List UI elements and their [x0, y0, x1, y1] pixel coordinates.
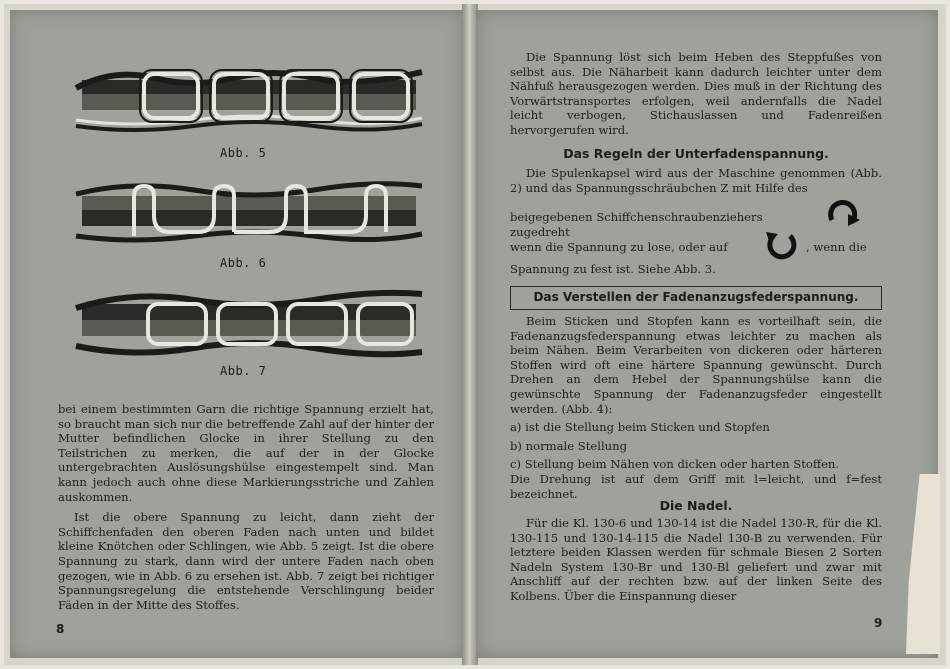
page-number-right: 9	[874, 616, 883, 630]
paragraph: bei einem bestimmten Garn die richtige Spannung erzielt hat, so braucht man sich nur die betreffende Zahl auf der hinter der Mutter befindlichen Glocke in ihrer Stellung zu den Teilstrichen zu merken, die auf der in der Glocke untergebrachten Auslösungshülse eingestempelt sind. Man kann jedoch auch ohne diese Markierungsstriche und Zahlen auskommen.	[58, 402, 434, 504]
paragraph: Spannung zu fest ist. Siehe Abb. 3.	[510, 262, 716, 276]
paragraph: Beim Sticken und Stopfen kann es vorteilhaft sein, die Fadenanzugsfederspannung etwas leichter zu machen als beim Nähen. Beim Verarbeiten von dickeren oder härteren Stoffen wird oft eine härtere Spannung gewünscht. Durch Drehen an dem Hebel der Spannungshülse kann die gewünschte Spannung der Fadenanzugsfeder eingestellt werden. (Abb. 4):	[510, 314, 882, 416]
list-item: b) normale Stellung	[510, 438, 628, 453]
caption-abb-6: Abb. 6	[220, 256, 267, 270]
paragraph: , wenn die	[806, 240, 867, 254]
right-text-block	[510, 314, 882, 501]
stitch-diagram-tight	[74, 176, 424, 250]
section-heading: Das Verstellen der Fadenanzugsfederspannung.	[533, 290, 859, 304]
page-number-left: 8	[56, 622, 65, 636]
paragraph: Für die Kl. 130-6 und 130-14 ist die Nadel 130-R, für die Kl. 130-115 und 130-14-115 die Nadel 130-B zu verwenden. Für letztere beiden Klassen werden für schmale Biesen 2 Sorten Nadeln System 130-Br und 130-Bl geliefert und zwar mit Anschliff auf der rechten bzw. auf der linken Seite des Kolbens. Über die Einspannung dieser	[510, 516, 882, 603]
section-heading: Die Nadel.	[659, 498, 733, 513]
stitch-diagram-loose	[74, 60, 424, 140]
list-item: a) ist die Stellung beim Sticken und Stopfen	[510, 420, 770, 435]
paragraph: beigegebenen Schiffchenschraubenziehers zugedreht	[510, 210, 763, 239]
left-text-block	[58, 402, 434, 612]
section-heading: Das Regeln der Unterfadenspannung.	[563, 146, 829, 161]
caption-abb-5: Abb. 5	[220, 146, 267, 160]
paragraph: Die Spulenkapsel wird aus der Maschine genommen (Abb. 2) und das Spannungsschräubchen Z mit Hilfe des	[510, 166, 882, 195]
book-spread	[4, 4, 946, 665]
left-page	[10, 10, 464, 658]
paragraph: Die Drehung ist auf dem Griff mit l=leicht, und f=fest bezeichnet.	[510, 471, 882, 501]
figure-abb-7	[74, 286, 424, 362]
stitch-diagram-correct	[74, 286, 424, 362]
caption-abb-7: Abb. 7	[220, 364, 267, 378]
heading-box	[510, 286, 882, 310]
paragraph: wenn die Spannung zu lose, oder auf	[510, 240, 728, 254]
paragraph: Die Spannung löst sich beim Heben des Steppfußes von selbst aus. Die Näharbeit kann dadurch leichter unter dem Nähfuß herausgezogen werden. Dies muß in der Richtung des Vorwärtstransportes erfolgen, weil andernfalls die Nadel leicht verbogen, Stichauslassen und Fadenreißen hervorgerufen wird.	[510, 50, 882, 137]
paragraph: Ist die obere Spannung zu leicht, dann zieht der Schiffchenfaden den oberen Faden nach unten und bildet kleine Knötchen oder Schlingen, wie Abb. 5 zeigt. Ist die obere Spannung zu stark, dann wird der untere Faden nach oben gezogen, wie in Abb. 6 zu ersehen ist. Abb. 7 zeigt bei richtiger Spannungsregelung die entstehende Verschlingung beider Fäden in der Mitte des Stoffes.	[58, 510, 434, 612]
counterclockwise-arrow-icon	[760, 224, 800, 264]
right-page	[476, 10, 938, 658]
figure-abb-6	[74, 176, 424, 250]
figure-abb-5	[74, 60, 424, 140]
list-item: c) Stellung beim Nähen von dicken oder harten Stoffen.	[510, 457, 840, 472]
clockwise-arrow-icon	[824, 196, 864, 232]
